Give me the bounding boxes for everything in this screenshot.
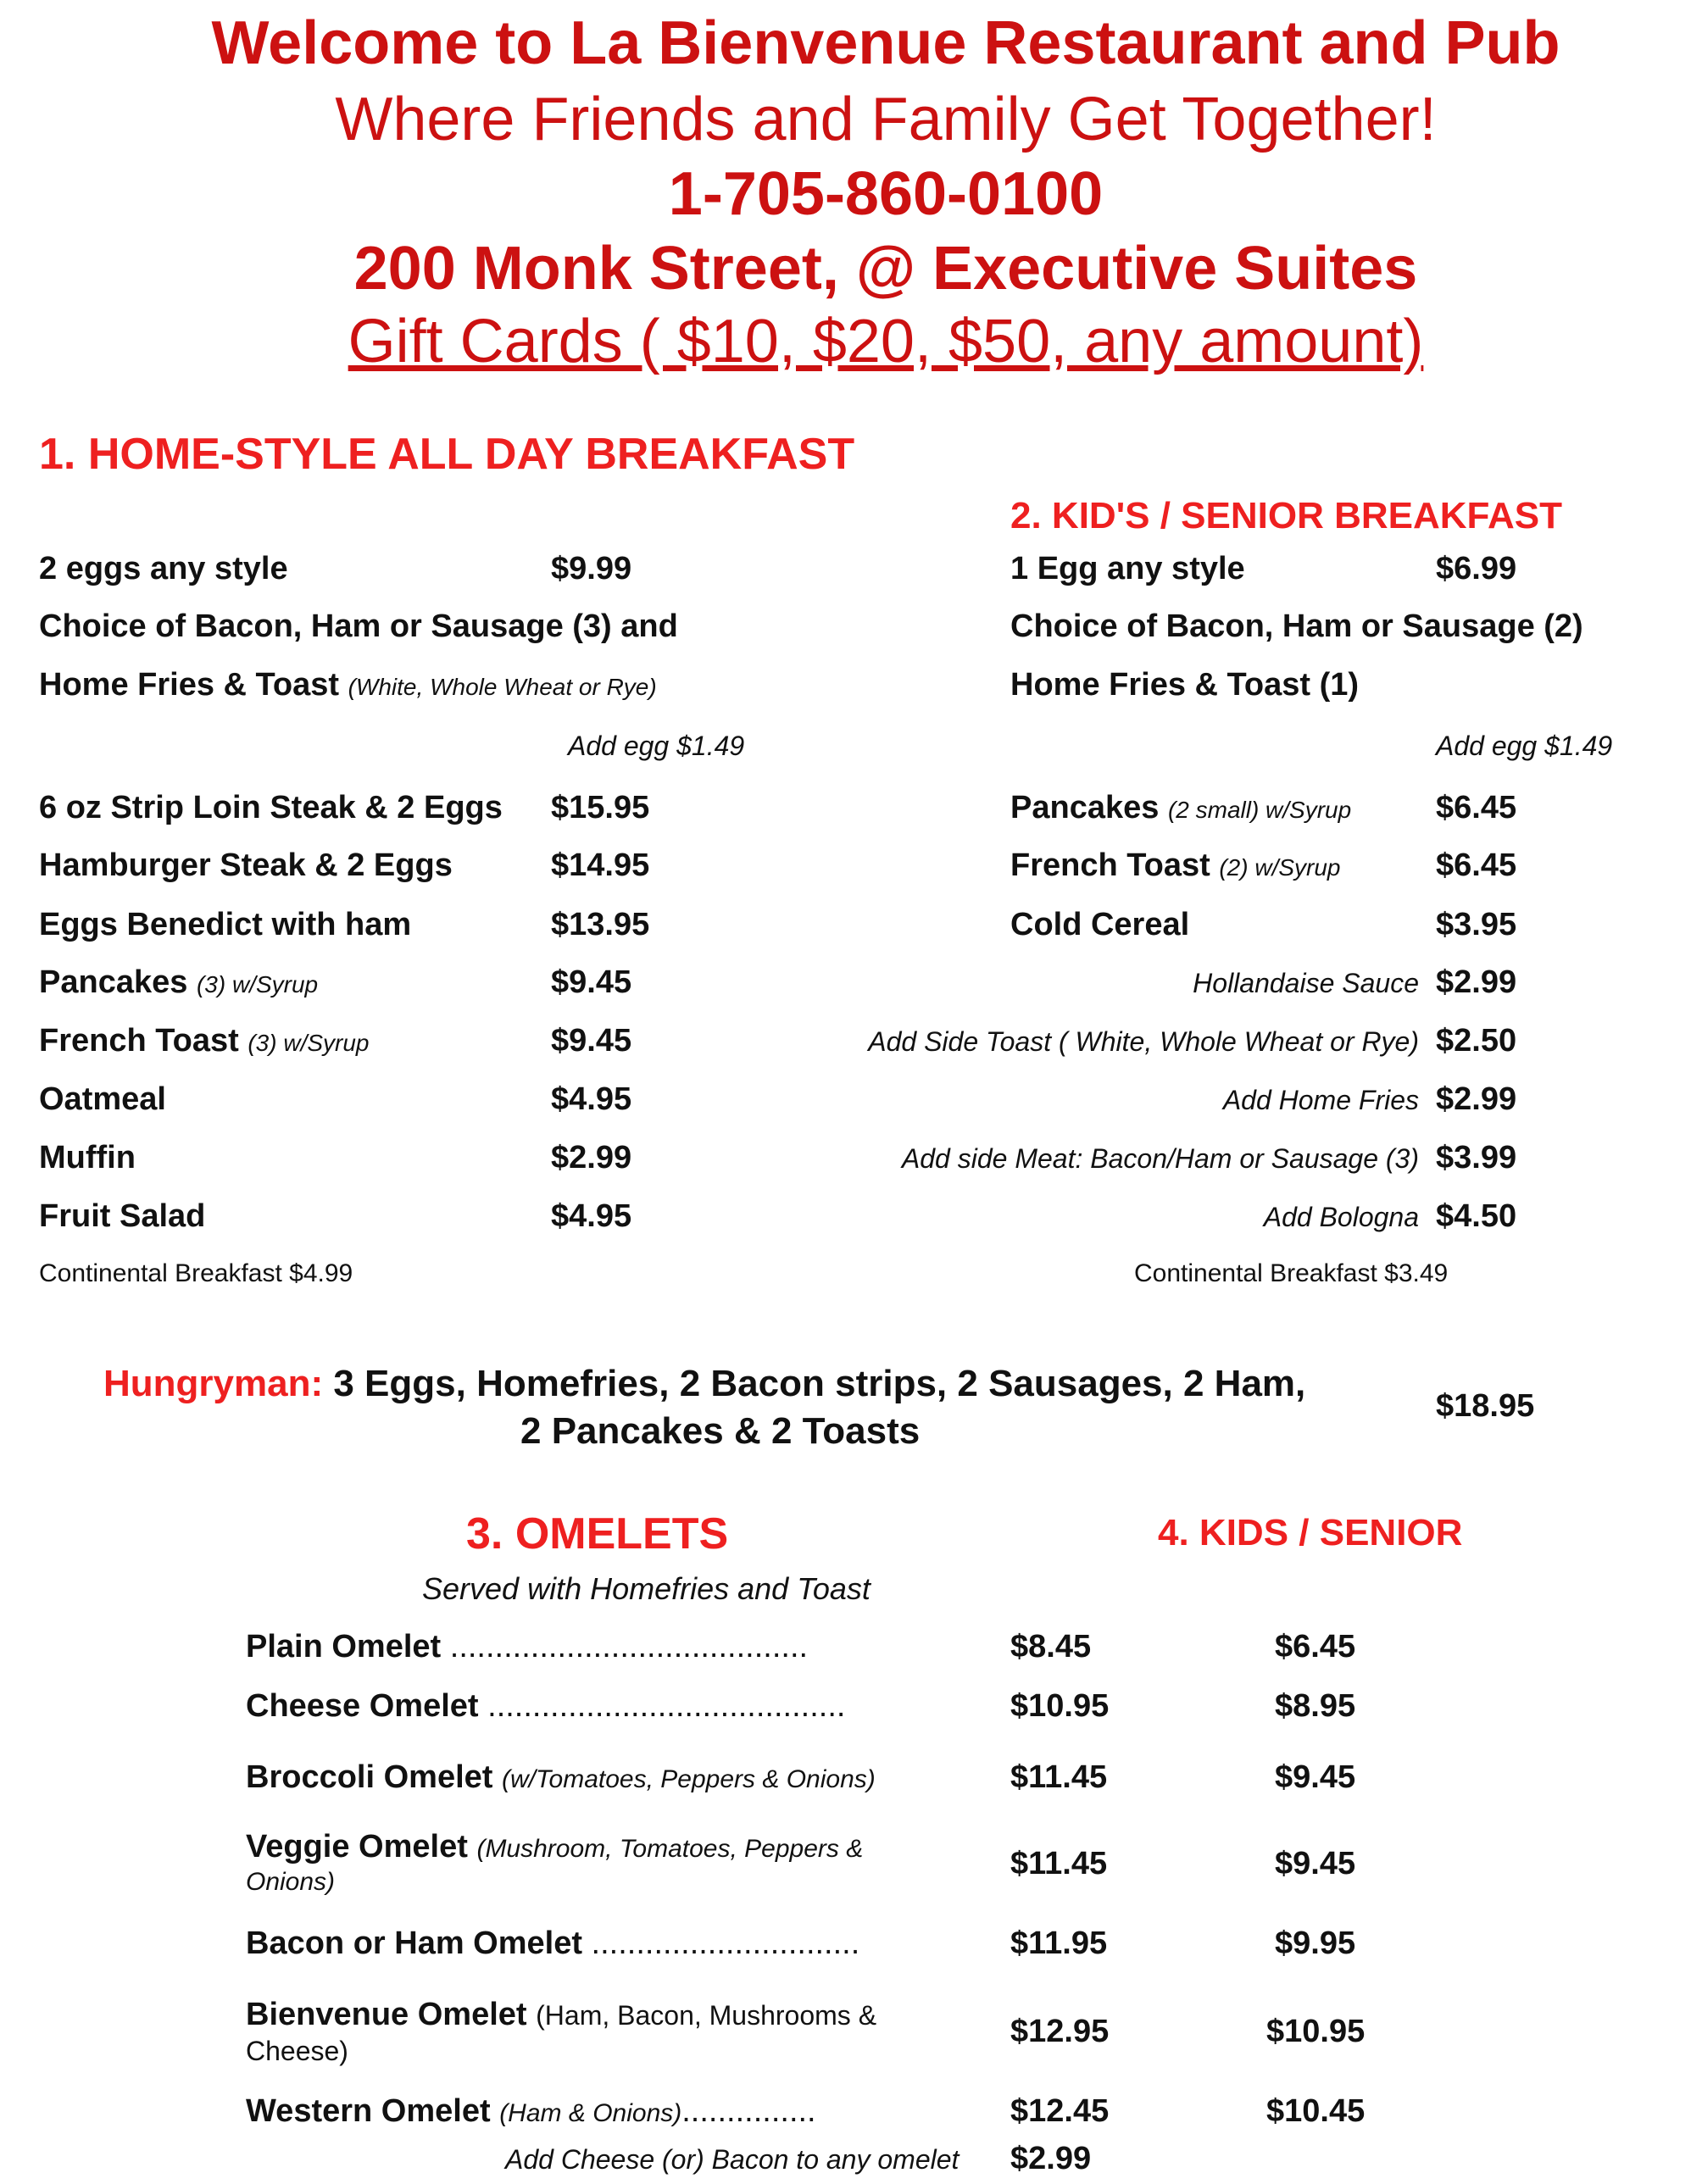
breakfast-item-price: $4.95 — [551, 1081, 632, 1117]
omelet-kids-price: $10.45 — [1266, 2093, 1366, 2129]
kids-item — [1010, 790, 1351, 826]
kids-extra-price: $2.50 — [1436, 1023, 1517, 1059]
breakfast-item — [39, 1023, 370, 1059]
kids-extra-name: Add Side Toast ( White, Whole Wheat or Rye) — [868, 1026, 1419, 1057]
omelet-note-line2: Cheese) — [246, 2036, 348, 2066]
omelet-price: $11.45 — [1010, 1759, 1108, 1795]
omelet-item — [246, 2093, 816, 2130]
kids-extra-price: $2.99 — [1436, 964, 1517, 1000]
kids-item-note: (2) w/Syrup — [1219, 854, 1341, 881]
breakfast-main-item: 2 eggs any style — [39, 551, 288, 586]
kids-main-price: $6.99 — [1436, 551, 1517, 586]
breakfast-item-note: (3) w/Syrup — [248, 1030, 370, 1056]
kids-extra-name: Add Bologna — [1263, 1202, 1419, 1232]
breakfast-main-price: $9.99 — [551, 551, 632, 586]
kids-breakfast-section-title: 2. KID'S / SENIOR BREAKFAST — [1010, 495, 1562, 536]
omelet-note: (w/Tomatoes, Peppers & Onions) — [501, 1765, 876, 1793]
restaurant-title: Welcome to La Bienvenue Restaurant and Pub — [211, 9, 1560, 77]
add-cheese-note: Add Cheese (or) Bacon to any omelet — [505, 2144, 960, 2175]
omelet-item — [246, 1829, 863, 1865]
breakfast-item-name: French Toast — [39, 1023, 239, 1059]
breakfast-item-price: $9.45 — [551, 964, 632, 1000]
omelet-leader-dots: ............... — [681, 2093, 816, 2129]
hungryman-line2: 2 Pancakes & 2 Toasts — [520, 1410, 921, 1452]
omelet-leader-dots: ........................................ — [478, 1688, 846, 1724]
breakfast-main-line2: Choice of Bacon, Ham or Sausage (3) and — [39, 609, 678, 644]
omelet-price: $12.95 — [1010, 2014, 1110, 2049]
add-cheese-price: $2.99 — [1010, 2141, 1092, 2176]
omelet-name: Bacon or Ham Omelet — [246, 1926, 582, 1961]
omelet-leader-dots: .............................. — [582, 1926, 860, 1961]
breakfast-item-note: (3) w/Syrup — [196, 971, 319, 998]
breakfast-section-title: 1. HOME-STYLE ALL DAY BREAKFAST — [39, 430, 855, 479]
omelet-name: Plain Omelet — [246, 1629, 442, 1664]
breakfast-item — [39, 964, 318, 1001]
tagline: Where Friends and Family Get Together! — [335, 86, 1437, 153]
omelet-item — [246, 1759, 876, 1796]
kids-item-price: $3.95 — [1436, 907, 1517, 942]
breakfast-main-line3-text: Home Fries & Toast — [39, 667, 340, 703]
omelet-item — [246, 1997, 876, 2033]
kids-continental: Continental Breakfast $3.49 — [1134, 1259, 1449, 1287]
omelet-kids-price: $9.45 — [1275, 1759, 1356, 1795]
breakfast-main-line3 — [39, 667, 657, 703]
breakfast-item-price: $9.45 — [551, 1023, 632, 1059]
breakfast-item-name: Hamburger Steak & 2 Eggs — [39, 847, 453, 883]
omelet-price: $12.45 — [1010, 2093, 1110, 2129]
omelet-name: Broccoli Omelet — [246, 1759, 493, 1795]
kids-extra-price: $2.99 — [1436, 1081, 1517, 1117]
hungryman-desc-1: 3 Eggs, Homefries, 2 Bacon strips, 2 Sausages, 2 Ham, — [333, 1363, 1306, 1404]
breakfast-item-price: $4.95 — [551, 1198, 632, 1234]
kids-item — [1010, 847, 1341, 884]
omelet-item — [246, 1688, 845, 1725]
omelet-item — [246, 1926, 859, 1962]
phone-number: 1-705-860-0100 — [668, 160, 1104, 228]
omelet-name: Bienvenue Omelet — [246, 1997, 527, 2032]
hungryman-price: $18.95 — [1436, 1388, 1535, 1424]
omelet-name: Cheese Omelet — [246, 1688, 479, 1724]
omelet-kids-price: $9.95 — [1275, 1926, 1356, 1961]
omelet-price: $8.45 — [1010, 1629, 1092, 1664]
kids-senior-omelet-title: 4. KIDS / SENIOR — [1158, 1512, 1463, 1553]
breakfast-item — [39, 1081, 166, 1118]
breakfast-item-name: Fruit Salad — [39, 1198, 206, 1234]
omelets-subtitle: Served with Homefries and Toast — [422, 1571, 871, 1606]
breakfast-continental: Continental Breakfast $4.99 — [39, 1259, 353, 1287]
breakfast-item — [39, 1140, 136, 1176]
gift-cards-line: Gift Cards ( $10, $20, $50, any amount) — [348, 308, 1424, 375]
address: 200 Monk Street, @ Executive Suites — [353, 235, 1418, 303]
breakfast-item-price: $15.95 — [551, 790, 650, 825]
kids-extra-name: Add side Meat: Bacon/Ham or Sausage (3) — [901, 1143, 1419, 1174]
breakfast-main-line3-note: (White, Whole Wheat or Rye) — [348, 674, 657, 700]
omelet-note-line2: Onions) — [246, 1868, 336, 1896]
kids-item-price: $6.45 — [1436, 790, 1517, 825]
breakfast-item-name: Eggs Benedict with ham — [39, 907, 412, 942]
breakfast-item-name: Oatmeal — [39, 1081, 166, 1117]
omelet-note: (Ham, Bacon, Mushrooms & — [536, 2000, 877, 2031]
omelet-item — [246, 1629, 808, 1665]
kids-item — [1010, 907, 1189, 943]
kids-main-item: 1 Egg any style — [1010, 551, 1245, 586]
breakfast-item — [39, 790, 503, 826]
kids-extra-name: Hollandaise Sauce — [1193, 968, 1419, 998]
hungryman-label: Hungryman: — [103, 1363, 324, 1404]
omelet-price: $11.45 — [1010, 1846, 1108, 1881]
kids-add-egg: Add egg $1.49 — [1436, 731, 1613, 761]
kids-item-name: French Toast — [1010, 847, 1210, 883]
kids-extra-name: Add Home Fries — [1222, 1085, 1419, 1115]
kids-main-line3: Home Fries & Toast (1) — [1010, 667, 1360, 703]
omelet-note: (Mushroom, Tomatoes, Peppers & — [476, 1835, 864, 1863]
breakfast-item-price: $13.95 — [551, 907, 650, 942]
omelet-price: $11.95 — [1010, 1926, 1108, 1961]
omelet-leader-dots: ........................................ — [441, 1629, 809, 1664]
breakfast-item-name: 6 oz Strip Loin Steak & 2 Eggs — [39, 790, 503, 825]
breakfast-item-price: $14.95 — [551, 847, 650, 883]
hungryman-line1 — [103, 1363, 1305, 1405]
breakfast-item — [39, 907, 411, 943]
omelet-kids-price: $9.45 — [1275, 1846, 1356, 1881]
omelet-name: Veggie Omelet — [246, 1829, 468, 1864]
breakfast-item-name: Muffin — [39, 1140, 136, 1175]
omelet-name: Western Omelet — [246, 2093, 491, 2129]
omelet-kids-price: $8.95 — [1275, 1688, 1356, 1724]
kids-extra-price: $3.99 — [1436, 1140, 1517, 1175]
breakfast-item-name: Pancakes — [39, 964, 188, 1000]
omelet-kids-price: $10.95 — [1266, 2014, 1366, 2049]
kids-item-name: Pancakes — [1010, 790, 1160, 825]
breakfast-item — [39, 1198, 205, 1235]
omelet-price: $10.95 — [1010, 1688, 1110, 1724]
kids-item-price: $6.45 — [1436, 847, 1517, 883]
omelets-section-title: 3. OMELETS — [466, 1509, 729, 1559]
kids-extra-price: $4.50 — [1436, 1198, 1517, 1234]
breakfast-item-price: $2.99 — [551, 1140, 632, 1175]
omelet-kids-price: $6.45 — [1275, 1629, 1356, 1664]
kids-main-line2: Choice of Bacon, Ham or Sausage (2) — [1010, 609, 1583, 644]
breakfast-item — [39, 847, 453, 884]
omelet-note: (Ham & Onions) — [499, 2099, 682, 2127]
kids-item-name: Cold Cereal — [1010, 907, 1190, 942]
kids-item-note: (2 small) w/Syrup — [1167, 797, 1352, 823]
breakfast-add-egg: Add egg $1.49 — [568, 731, 745, 761]
